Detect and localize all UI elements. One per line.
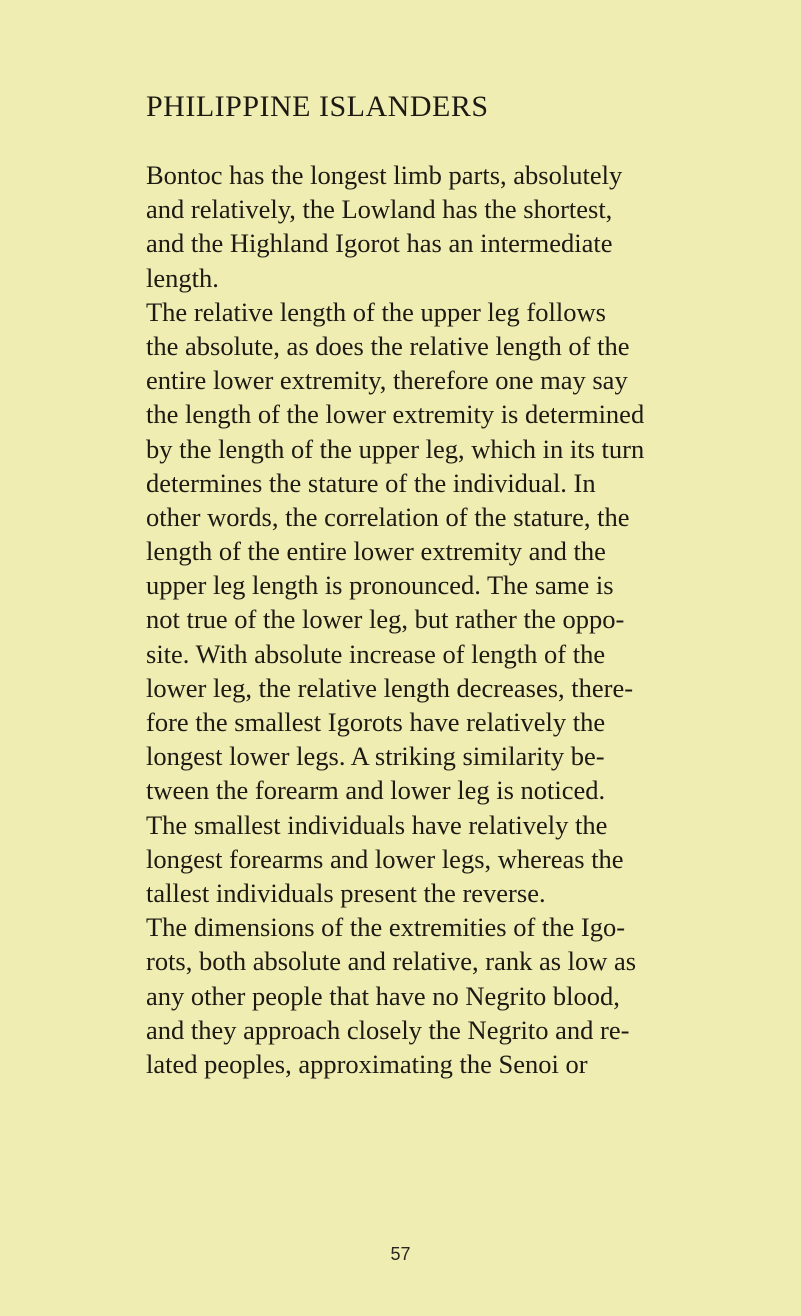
text-line: upper leg length is pronounced. The same is bbox=[146, 570, 614, 601]
text-line: length. bbox=[146, 262, 219, 293]
text-line: and the Highland Igorot has an intermediate bbox=[146, 228, 613, 259]
text-line: longest forearms and lower legs, whereas the bbox=[146, 843, 624, 874]
text-line: The relative length of the upper leg follows bbox=[146, 296, 606, 327]
text-line: longest lower legs. A striking similarity be- bbox=[146, 741, 605, 772]
text-line: tallest individuals present the reverse. bbox=[146, 877, 546, 908]
page-number: 57 bbox=[390, 1244, 411, 1264]
text-line: The dimensions of the extremities of the Igo- bbox=[146, 912, 626, 943]
text-line: any other people that have no Negrito blood, bbox=[146, 980, 620, 1011]
text-line: fore the smallest Igorots have relatively the bbox=[146, 707, 606, 737]
running-header: PHILIPPINE ISLANDERS bbox=[146, 90, 489, 123]
text-line: and they approach closely the Negrito and re- bbox=[146, 1014, 630, 1045]
text-line: by the length of the upper leg, which in its turn bbox=[146, 433, 645, 464]
text-line: Bontoc has the longest limb parts, absolutely bbox=[146, 160, 623, 190]
text-line: lated peoples, approximating the Senoi or bbox=[146, 1048, 588, 1079]
body-text bbox=[146, 158, 656, 1081]
text-line: and relatively, the Lowland has the shortest, bbox=[146, 194, 613, 225]
text-line: The smallest individuals have relatively the bbox=[146, 809, 608, 840]
text-line: determines the stature of the individual. In bbox=[146, 467, 596, 498]
text-line: other words, the correlation of the stature, the bbox=[146, 501, 630, 532]
text-line: entire lower extremity, therefore one may say bbox=[146, 365, 628, 396]
text-line: not true of the lower leg, but rather the oppo- bbox=[146, 604, 625, 635]
text-line: rots, both absolute and relative, rank as low as bbox=[146, 946, 637, 977]
text-line: the absolute, as does the relative length of the bbox=[146, 330, 630, 361]
text-line: site. With absolute increase of length of the bbox=[146, 638, 606, 669]
text-line: length of the entire lower extremity and the bbox=[146, 536, 606, 567]
text-line: tween the forearm and lower leg is noticed. bbox=[146, 775, 606, 806]
text-line: lower leg, the relative length decreases, there- bbox=[146, 672, 634, 703]
text-line: the length of the lower extremity is determined bbox=[146, 399, 645, 430]
